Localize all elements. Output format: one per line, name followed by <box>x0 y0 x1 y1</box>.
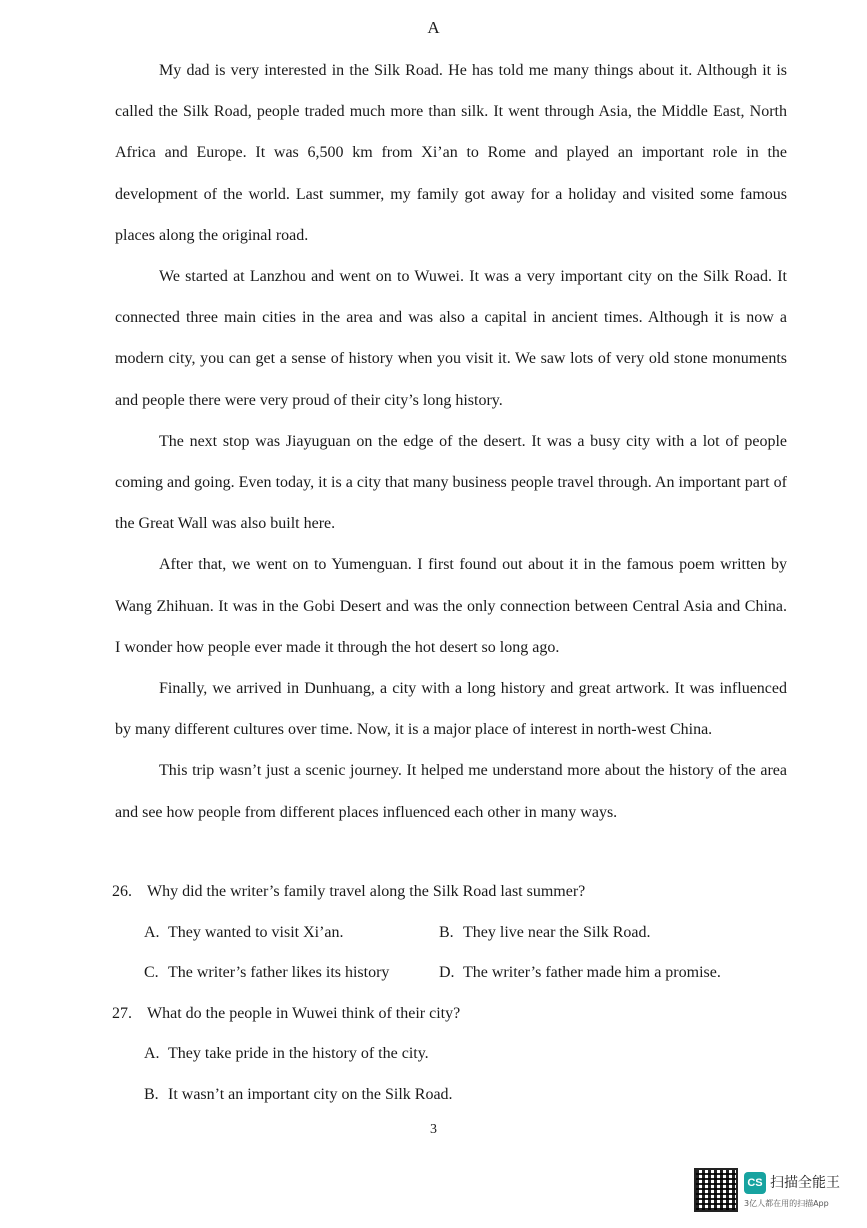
question-26 <box>112 872 802 994</box>
passage-paragraph: This trip wasn’t just a scenic journey. It helped me understand more about the history of the area and see how people from different places influenced each other in many ways. <box>115 762 787 821</box>
passage-paragraph: The next stop was Jiayuguan on the edge of the desert. It was a busy city with a lot of people coming and going. Even today, it is a city that many business people travel through. An important part of the Great Wall was also built here. <box>115 432 787 533</box>
question-number: 26. <box>112 883 132 900</box>
option-b: B. It wasn’t an important city on the Silk Road. <box>144 1085 453 1103</box>
scanner-watermark <box>694 1168 854 1216</box>
passage-paragraph: We started at Lanzhou and went on to Wuwei. It was a very important city on the Silk Road. It connected three main cities in the area and was also a capital in ancient times. Although it is now a modern city, you can get a sense of history when you visit it. We saw lots of very old stone monuments and people there were very proud of their city’s long history. <box>115 268 787 409</box>
question-list <box>112 872 802 1115</box>
reading-passage <box>115 50 787 833</box>
watermark-brand: 扫描全能王 <box>770 1175 840 1191</box>
option-a: A. They wanted to visit Xi’an. <box>144 923 344 941</box>
camscanner-logo-icon: CS <box>744 1172 766 1194</box>
question-27 <box>112 994 802 1116</box>
qr-code-icon <box>694 1168 738 1212</box>
option-c: C. The writer’s father likes its history <box>144 964 390 981</box>
section-title: A <box>427 18 440 37</box>
option-d: D. The writer’s father made him a promise. <box>439 964 721 981</box>
option-a: A. They take pride in the history of the city. <box>144 1045 429 1062</box>
page-number: 3 <box>430 1122 437 1137</box>
option-b: B. They live near the Silk Road. <box>439 923 651 941</box>
passage-paragraph: After that, we went on to Yumenguan. I first found out about it in the famous poem written by Wang Zhihuan. It was in the Gobi Desert and was the only connection between Central Asia and China. I wonder how people ever made it through the hot desert so long ago. <box>115 556 787 656</box>
watermark-tagline: 3亿人都在用的扫描App <box>744 1199 829 1208</box>
question-stem: Why did the writer’s family travel along the Silk Road last summer? <box>147 883 586 900</box>
question-number: 27. <box>112 1004 132 1022</box>
question-stem: What do the people in Wuwei think of their city? <box>147 1004 461 1022</box>
passage-paragraph: Finally, we arrived in Dunhuang, a city with a long history and great artwork. It was influenced by many different cultures over time. Now, it is a major place of interest in north-west China. <box>115 680 787 739</box>
passage-paragraph: My dad is very interested in the Silk Road. He has told me many things about it. Although it is called the Silk Road, people traded much more than silk. It went through Asia, the Middle East, North Africa and Europe. It was 6,500 km from Xi’an to Rome and played an important role in the development of the world. Last summer, my family got away for a holiday and visited some famous places along the original road. <box>115 62 787 244</box>
